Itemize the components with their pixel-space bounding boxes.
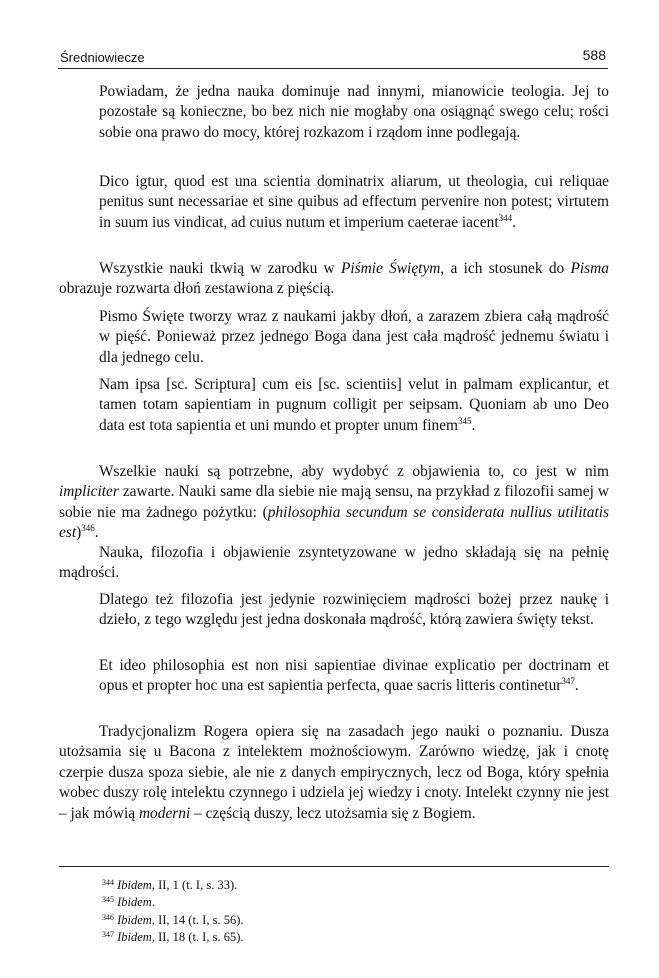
footnote-number: 345 — [102, 895, 114, 905]
footnote-ref: 347 — [561, 676, 575, 687]
footnote-number: 347 — [102, 930, 114, 940]
italic-text: moderni — [138, 804, 191, 822]
body-paragraph — [59, 462, 609, 544]
footnote-ref-title: Ibidem — [114, 912, 152, 927]
quote-paragraph — [99, 375, 609, 436]
quote-paragraph — [99, 172, 609, 233]
paragraph-text — [99, 307, 609, 368]
text-run: . — [574, 677, 579, 695]
body-paragraph — [59, 259, 609, 300]
footnote-text: , II, 1 (t. I, s. 33). — [151, 878, 238, 892]
quote-paragraph — [99, 656, 609, 697]
text-run: – częścią duszy, lecz utożsamia się z Bogiem. — [190, 804, 476, 822]
text-run: ) — [76, 524, 82, 542]
italic-text: Pisma — [570, 260, 609, 277]
text-run: , a ich stosunek do — [440, 260, 571, 277]
footnote — [102, 929, 609, 946]
italic-text: philosophia secundum se considerata nullius utilitatis est — [59, 503, 609, 542]
text-run: Nauka, filozofia i objawienie zsyntetyzowane w jedno składają się na pełnię mądrości. — [59, 544, 609, 582]
paragraph-text — [99, 172, 609, 233]
footnote-ref-title: Ibidem — [114, 878, 152, 892]
paragraph-text — [99, 590, 609, 631]
footnote-ref-title: Ibidem — [114, 930, 152, 945]
footnote — [102, 877, 609, 894]
footnote-ref-title: Ibidem — [114, 895, 152, 910]
running-head-title: Średniowiecze — [60, 50, 145, 65]
text-run: Tradycjonalizm Rogera opiera się na zasadach jego nauki o poznaniu. Dusza utożsamia się u Bacona z intelektem możnościowym. Zarówno wiedzę, jak i cnotę czerpie dusza spoza siebie, ale nie z danych empirycznych, lecz od Boga, który spełnia wobec duszy rolę intelektu czynnego i udziela jej wiedzy i cnoty. Intelekt czynny nie jest – jak mówią — [59, 723, 609, 822]
paragraph-text — [59, 722, 609, 824]
text-run: Nam ipsa [sc. Scriptura] cum eis [sc. scientiis] velut in palmam explicantur, et tamen totam sapientiam in pugnum colligit per seipsam. Quoniam ab uno Deo data est tota sapientia et uni mundo et propter unum finem — [99, 376, 609, 434]
text-run: Powiadam, że jedna nauka dominuje nad innymi, mianowicie teologia. Jej to pozostałe są konieczne, bo bez nich nie mogłaby ona osiągnąć swego celu; rości sobie ona prawo do mocy, której rozkazom i rządom inne podlegają. — [99, 83, 609, 141]
footnote-number: 346 — [102, 912, 114, 922]
footnote — [102, 912, 609, 929]
footnote-text: , II, 18 (t. I, s. 65). — [151, 930, 244, 945]
footnote-ref: 346 — [81, 523, 95, 534]
running-head — [58, 40, 608, 69]
text-run: . — [512, 213, 516, 231]
text-run: Dlatego też filozofia jest jedynie rozwinięciem mądrości bożej przez naukę i dzieło, z tego względu jest jedna doskonała mądrość, którą zawiera święty tekst. — [99, 591, 609, 629]
body-paragraph — [59, 543, 609, 584]
text-run: Et ideo philosophia est non nisi sapientiae divinae explicatio per doctrinam et opus et propter hoc una est sapientia perfecta, quae sacris litteris continetur — [99, 657, 609, 695]
paragraph-text — [99, 82, 609, 143]
text-run: zawarte. Nauki same dla siebie nie mają sensu, na przykład z filozofii samej w sobie nie ma żadnego pożytku: ( — [59, 483, 609, 521]
quote-paragraph — [99, 307, 609, 368]
footnote-text: , II, 14 (t. I, s. 56). — [151, 912, 244, 927]
footnote — [102, 894, 609, 911]
paragraph-text — [59, 259, 609, 300]
footnote-ref: 344 — [498, 212, 513, 223]
italic-text: impliciter — [59, 483, 119, 501]
text-run: . — [94, 524, 99, 542]
paragraph-text — [59, 543, 609, 584]
body-paragraph — [59, 722, 609, 824]
paragraph-text — [99, 375, 609, 436]
text-run: Wszelkie nauki są potrzebne, aby wydobyć z objawienia to, co jest w nim — [99, 463, 609, 480]
paragraph-text — [59, 462, 609, 544]
italic-text: Piśmie Świętym — [340, 260, 441, 277]
paragraph-text — [99, 656, 609, 697]
quote-paragraph — [99, 590, 609, 631]
footnote-number: 344 — [102, 878, 114, 887]
text-run: Dico igtur, quod est una scientia dominatrix aliarum, ut theologia, cui reliquae penitus sunt necessariae et sine quibus ad effectum pervenire non potest; virtutem in suum ius vindicat, ad cuius nutum et imperium caeterae iacent — [99, 173, 609, 231]
text-run: . — [471, 416, 476, 434]
text-run: Pismo Święte tworzy wraz z naukami jakby dłoń, a zarazem zbiera całą mądrość w pięść. Ponieważ przez jednego Boga dana jest cała mądrość jednemu światu i dla jednego celu. — [99, 308, 609, 366]
text-run: obrazuje rozwarta dłoń zestawiona z pięścią. — [59, 280, 335, 298]
footnotes — [59, 866, 609, 947]
text-run: Wszystkie nauki tkwią w zarodku w — [99, 260, 341, 277]
footnote-text: . — [151, 895, 155, 910]
quote-paragraph — [99, 82, 609, 143]
page-number: 588 — [582, 47, 606, 63]
footnote-ref: 345 — [458, 415, 472, 426]
